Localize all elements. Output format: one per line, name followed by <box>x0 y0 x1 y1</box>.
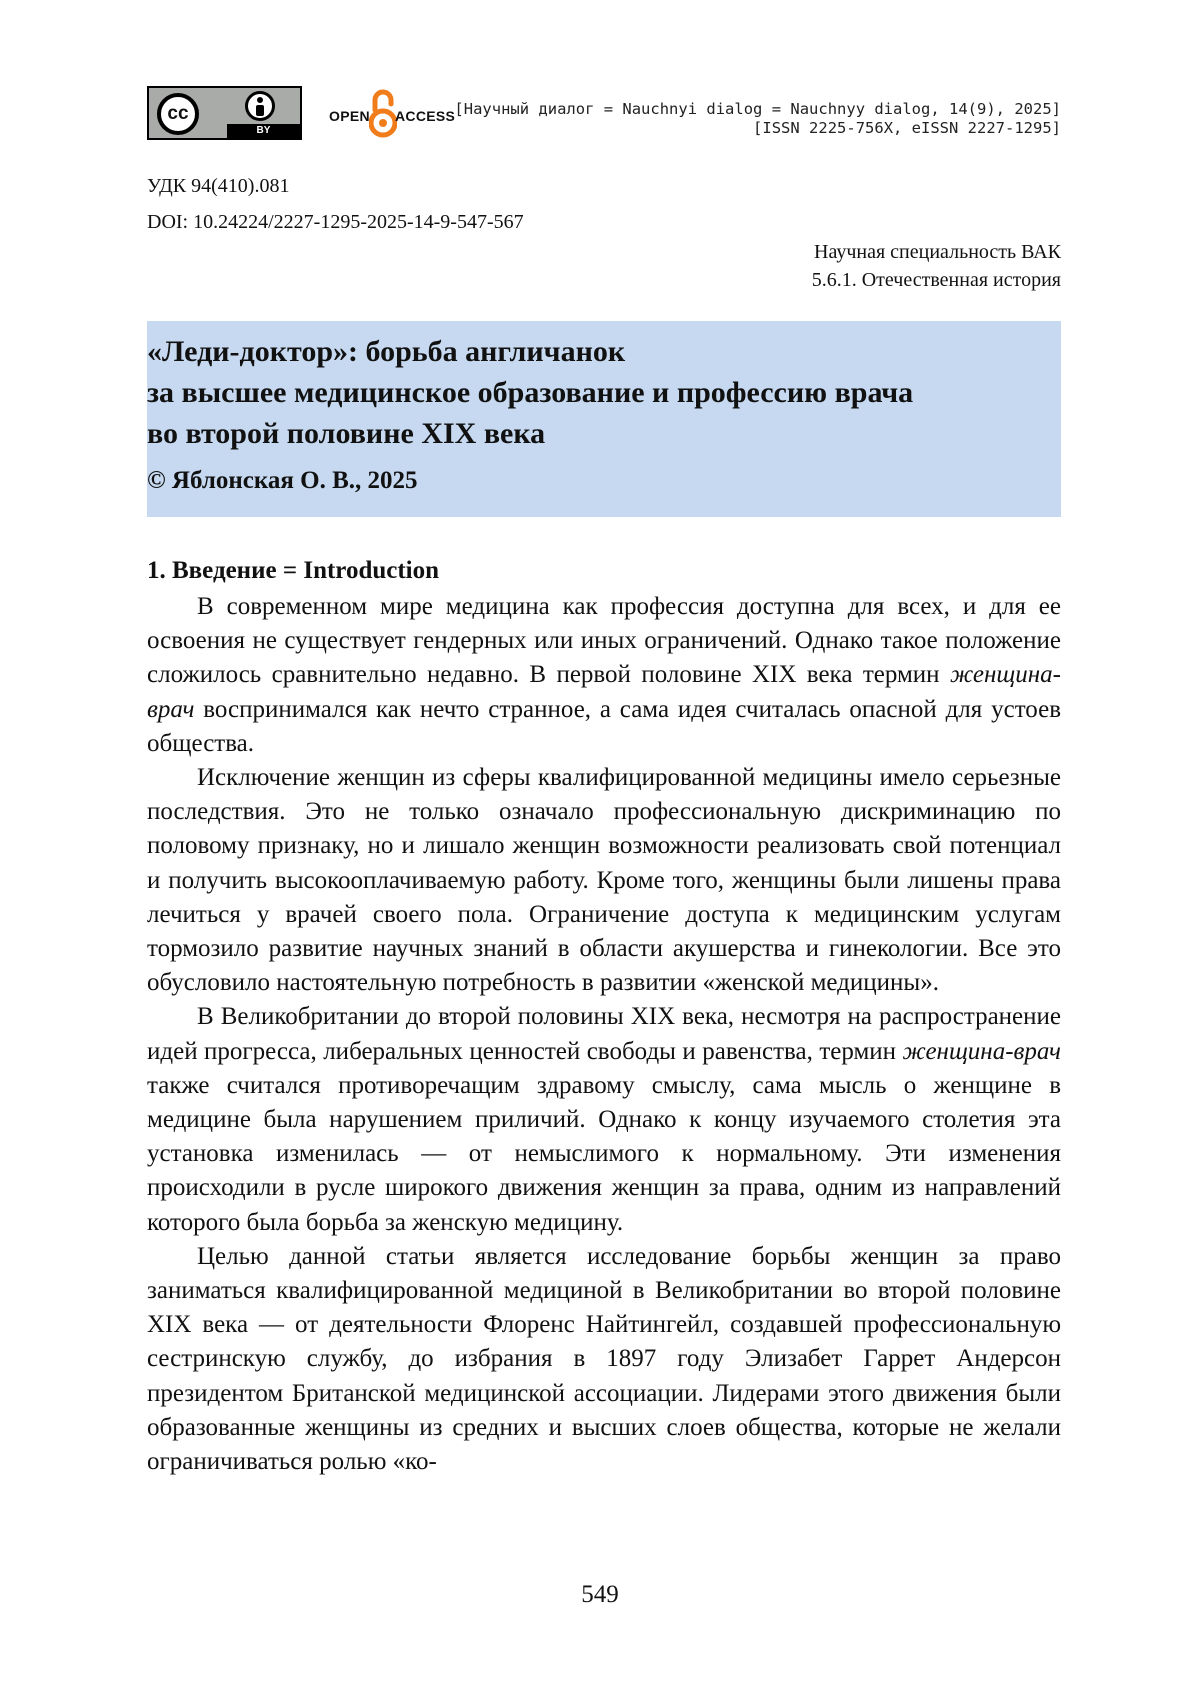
journal-reference <box>454 100 1061 138</box>
vak-specialty <box>812 238 1061 294</box>
cc-by-license-badge[interactable] <box>147 86 302 140</box>
page-number: 549 <box>581 1581 619 1608</box>
license-by-label: BY <box>227 124 300 138</box>
paragraph-text: В Великобритании до второй половины XIX века, несмотря на распространение идей прогресса, либеральных ценностей свободы и равенства, термин <box>147 1003 1061 1065</box>
author-copyright: © Яблонская О. В., 2025 <box>147 467 418 494</box>
article-title-line2: за высшее медицинское образование и профессию врача <box>147 376 914 409</box>
open-access-logo[interactable] <box>319 86 467 140</box>
section-heading: 1. Введение = Introduction <box>147 557 440 584</box>
doi-link[interactable]: DOI: 10.24224/2227-1295-2025-14-9-547-567 <box>147 211 524 233</box>
paragraph: Исключение женщин из сферы квалифицированной медицины имело серьезные последствия. Это не только означало профессиональную дискриминацию по половому признаку, но и лишало женщин возможности реализовать свой потенциал и получить высокооплачиваемую работу. Кроме того, женщины были лишены права лечиться у врачей своего пола. Ограничение доступа к медицинским услугам тормозило развитие научных знаний в области акушерства и гинекологии. Все это обусловило настоятельную потребность в развитии «женской медицины». <box>147 764 1061 997</box>
specialty-line1: Научная специальность ВАК <box>814 241 1061 263</box>
article-body <box>147 590 1061 1479</box>
italic-term: женщина-врач <box>147 661 1061 723</box>
paragraph-text: также считался противоречащим здравому смыслу, сама мысль о женщине в медицине была нарушением приличий. Однако к концу изучаемого столетия эта установка изменилась — от немыслимого к нормальному. Эти изменения происходили в русле широкого движения женщин за права, одним из направлений которого была борьба за женскую медицину. <box>147 1071 1061 1236</box>
open-access-word2: ACCESS <box>395 108 456 124</box>
article-title-line3: во второй половине XIX века <box>147 417 546 450</box>
cc-icon: cc <box>157 93 199 135</box>
journal-ref-line2: [ISSN 2225-756X, eISSN 2227-1295] <box>753 119 1061 137</box>
specialty-line2: 5.6.1. Отечественная история <box>811 269 1061 291</box>
udk-code: УДК 94(410).081 <box>147 175 290 197</box>
paragraph: Целью данной статьи является исследование борьбы женщин за право заниматься квалифицированной медициной в Великобритании во второй половине XIX века — от деятельности Флоренс Найтингейл, создавшей профессиональную сестринскую службу, до избрания в 1897 году Элизабет Гаррет Андерсон президентом Британской медицинской ассоциации. Лидерами этого движения были образованные женщины из средних и высших слоев общества, которые не желали ограничиваться ролью «ко- <box>147 1242 1061 1476</box>
journal-ref-line1: [Научный диалог = Nauchnyi dialog = Nauchnyy dialog, 14(9), 2025] <box>454 100 1061 118</box>
attribution-person-icon <box>245 91 275 121</box>
open-access-word1: OPEN <box>329 108 370 124</box>
italic-term: женщина-врач <box>902 1037 1061 1065</box>
paragraph <box>147 590 1061 761</box>
open-access-lock-icon <box>369 86 397 140</box>
article-title-block <box>147 321 1061 517</box>
article-title-line1: «Леди-доктор»: борьба англичанок <box>147 335 626 368</box>
page-header <box>147 86 1061 142</box>
paragraph-text: В современном мире медицина как профессия доступна для всех, и для ее освоения не существует гендерных или иных ограничений. Однако такое положение сложилось сравнительно недавно. В первой половине XIX века термин <box>147 593 1061 689</box>
paragraph <box>147 1000 1061 1239</box>
paragraph-text: воспринимался как нечто странное, а сама идея считалась опасной для устоев общества. <box>147 695 1061 757</box>
